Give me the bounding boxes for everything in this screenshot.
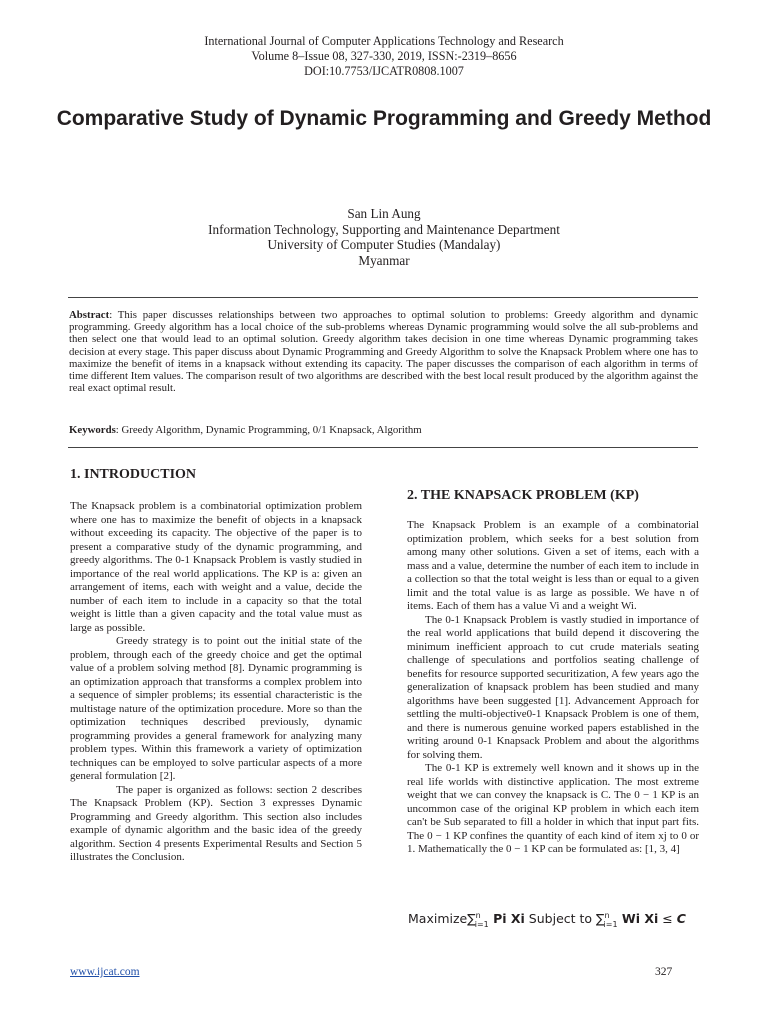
keywords-label: Keywords <box>69 424 116 436</box>
knapsack-formula <box>408 911 686 929</box>
section-2-heading: 2. THE KNAPSACK PROBLEM (KP) <box>407 488 639 503</box>
keywords-bottom-rule <box>68 447 698 448</box>
journal-header <box>0 34 768 79</box>
journal-volume: Volume 8–Issue 08, 327-330, 2019, ISSN:-2319–8656 <box>251 49 517 63</box>
formula-subject-to: Subject to <box>524 911 597 927</box>
section-2-paragraph: The Knapsack Problem is an example of a combinatorial optimization problem, which seeks for a best solution from among many other solutions. Given a set of items, each with a mass and a value, determine the number of each item to include in a collection so that the total weight is less than or equal to a given limit and the total value is as large as possible. We have n of items. Each of them has a value Vi and a weight Wi. <box>407 519 699 612</box>
formula-sum-upper: n <box>475 911 481 920</box>
author-university: University of Computer Studies (Mandalay) <box>267 237 501 253</box>
formula-sum-symbol: ∑ <box>596 911 605 927</box>
section-1-paragraph: The paper is organized as follows: section 2 describes The Knapsack Problem (KP). Section 3 expresses Dynamic Programming and Greedy algorithm. This section also includes example of dynamic algorithm and the basic idea of the greedy algorithm. Section 4 presents Experimental Results and Section 5 illustrates the Conclusion. <box>70 783 362 863</box>
section-1-heading: 1. INTRODUCTION <box>70 467 197 482</box>
formula-sum-upper: n <box>604 911 610 920</box>
abstract-text: : This paper discusses relationships between two approaches to optimal solution to problems: Greedy algorithm and dynamic programming. Greedy algorithm has a local choice of the sub-problems whereas Dynamic programming would solve the all sub-problems and then select one that would lead to an optimal solution. Greedy algorithm takes decision in one time whereas Dynamic programming takes decision at every stage. This paper discuss about Dynamic Programming and Greedy Algorithm to solve the Knapsack Problem where one has to maximize the benefit of items in a knapsack without extending its capacity. The paper discusses the comparison of each algorithm in terms of time different Item values. The comparison result of two algorithms are described with the best local result produced by the algorithm against the real exact optimal result. <box>69 309 698 395</box>
page-number: 327 <box>655 966 673 978</box>
formula-sum-lower: i=1 <box>603 919 618 929</box>
author-country: Myanmar <box>358 252 410 268</box>
journal-website-link[interactable]: www.ijcat.com <box>70 966 140 978</box>
formula-sum-symbol: ∑ <box>467 911 476 927</box>
formula-objective-term: Pi Xi <box>488 911 525 927</box>
section-1-paragraph: The Knapsack problem is a combinatorial optimization problem where one has to maximize the benefit of objects in a knapsack without exceeding its capacity. The objective of the paper is to present a comparative study of the dynamic programming, and greedy algorithms. The 0-1 Knapsack Problem is vastly studied in importance of the real world applications. The KP is a: given an arrangement of items, each with weight and a value, decide the number of each item to include in a capacity so that the total weight is little than a given capacity and the total value must as large as possible. <box>70 500 362 634</box>
journal-name: International Journal of Computer Applications Technology and Research <box>204 34 564 48</box>
keywords-text: : Greedy Algorithm, Dynamic Programming, 0/1 Knapsack, Algorithm <box>115 424 422 436</box>
section-2-paragraph: The 0-1 Knapsack Problem is vastly studied in importance of the real world applications that build depend it discovering the minimum inefficient approach to cut crude materials seating challenge of speculations and portfolios seating challenge of benefits for resource supported securitization, A few years ago the generalization of knapsack problem has been studied and many algorithms have been suggested [1]. Advancement Approach for settling the multi-objective0-1 Knapsack Problem is one of them, and there is numerous genuine worked papers established in the writing around 0-1 Knapsack Problem and about the algorithms for solving them. <box>407 613 699 761</box>
author-block <box>0 206 768 268</box>
formula-relation: ≤ <box>658 911 677 927</box>
author-department: Information Technology, Supporting and Maintenance Department <box>208 221 560 237</box>
formula-constraint-term: Wi Xi <box>617 911 659 927</box>
section-2-paragraph: The 0-1 KP is extremely well known and it shows up in the real life worlds with distinctive application. The most extreme weight that we can convey the knapsack is C. The 0 − 1 KP is an uncommon case of the original KP problem in which each item can't be Sub separated to fill a holder in which that input part fits. The 0 − 1 KP confines the quantity of each kind of item xj to 0 or 1. Mathematically the 0 − 1 KP can be formulated as: [1, 3, 4] <box>407 762 699 855</box>
formula-sum-lower: i=1 <box>474 919 489 929</box>
section-2-body <box>407 519 699 857</box>
section-1-paragraph: Greedy strategy is to point out the initial state of the problem, through each of the greedy choice and get the optimal value of a problem solving method [8]. Dynamic programming is an optimization approach that transforms a complex problem into a sequence of simpler problems; its essential characteristic is the multistage nature of the optimization procedure. More so than the optimization techniques described previously, dynamic programming provides a general framework for analyzing many problem types. Within this framework a variety of optimization techniques can be employed to solve particular aspects of a more general formulation [2]. <box>70 635 362 782</box>
section-1-body <box>70 500 362 865</box>
formula-capacity: C <box>676 911 686 927</box>
author-name: San Lin Aung <box>347 206 421 221</box>
abstract-label: Abstract <box>69 309 110 321</box>
formula-lead: Maximize <box>408 911 468 927</box>
paper-title: Comparative Study of Dynamic Programming and Greedy Method <box>56 107 712 130</box>
abstract-top-rule <box>68 297 698 298</box>
keywords <box>69 424 698 437</box>
abstract <box>69 309 698 394</box>
journal-doi: DOI:10.7753/IJCATR0808.1007 <box>304 64 464 78</box>
